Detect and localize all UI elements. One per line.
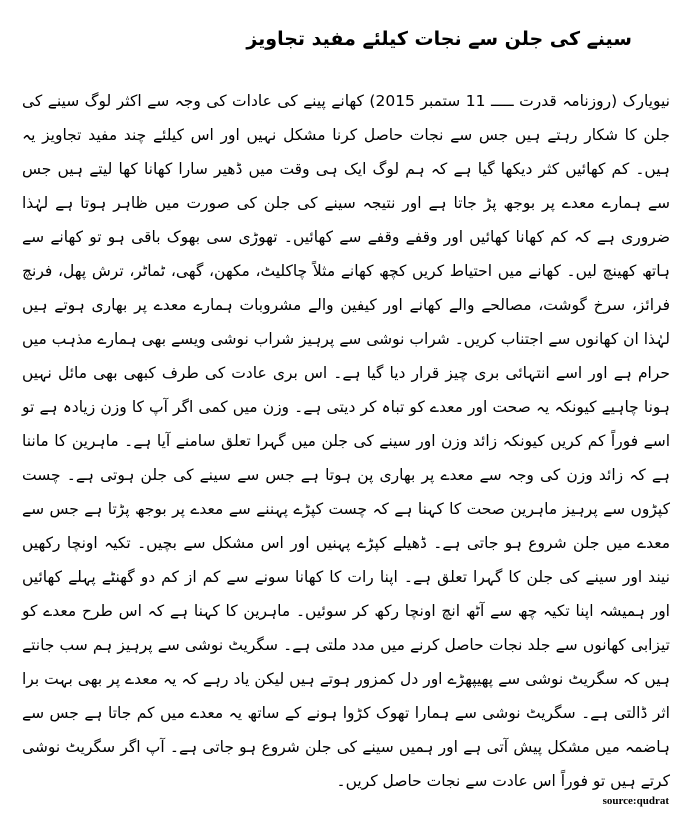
article-title: سینے کی جلن سے نجات کیلئے مفید تجاویز: [246, 28, 632, 50]
source-credit: source:qudrat: [602, 795, 669, 807]
article-body: نیویارک (روزنامہ قدرت ـــــ 11 ستمبر 2015) کھانے پینے کی عادات کی وجہ سے اکثر لوگ سینے کی جلن کا شکار رہتے ہیں جس سے نجات حاصل کرنا مشکل نہیں اور اس کیلئے چند مفید تجاویز یہ ہیں۔ کم کھائیں کثر دیکھا گیا ہے کہ ہم لوگ ایک ہی وقت میں ڈھیر سارا کھانا کھا لیتے ہیں جس سے ہمارے معدے پر بوجھ پڑ جاتا ہے اور نتیجہ سینے کی جلن کی صورت میں ظاہر ہوتا ہے لہٰذا ضروری ہے کہ کم کھانا کھائیں اور وقفے وقفے سے کھائیں۔ تھوڑی سی بھوک باقی ہو تو کھانے سے ہاتھ کھینچ لیں۔ کھانے میں احتیاط کریں کچھ کھانے مثلاً چاکلیٹ، مکھن، گھی، ٹماٹر، ترش پھل، فرنچ فرائز، سرخ گوشت، مصالحے والے کھانے اور کیفین والے مشروبات ہمارے معدے پر بھاری ہوتے ہیں لہٰذا ان کھانوں سے اجتناب کریں۔ شراب نوشی سے پرہیز شراب نوشی ویسے بھی ہمارے مذہب میں حرام ہے اور اسے انتہائی بری چیز قرار دیا گیا ہے۔ اس بری عادت کی طرف کبھی بھی مائل نہیں ہونا چاہیے کیونکہ یہ صحت اور معدے کو تباہ کر دیتی ہے۔ وزن میں کمی اگر آپ کا وزن زیادہ ہے تو اسے فوراً کم کریں کیونکہ زائد وزن اور سینے کی جلن میں گہرا تعلق سامنے آیا ہے۔ ماہرین کا ماننا ہے کہ زائد وزن کی وجہ سے معدے پر بھاری پن ہوتا ہے جس سے سینے کی جلن ہوتی ہے۔ چست کپڑوں سے پرہیز ماہرین صحت کا کہنا ہے کہ چست کپڑے پہننے سے معدے پر بوجھ پڑتا ہے جس سے معدے میں جلن شروع ہو جاتی ہے۔ ڈھیلے کپڑے پہنیں اور اس مشکل سے بچیں۔ تکیہ اونچا رکھیں نیند اور سینے کی جلن کا گہرا تعلق ہے۔ اپنا رات کا کھانا سونے سے کم از کم دو گھنٹے پہلے کھائیں اور ہمیشہ اپنا تکیہ چھ سے آٹھ انچ اونچا رکھ کر سوئیں۔ ماہرین کا کہنا ہے کہ اس طرح معدے کو تیزابی کھانوں سے جلد نجات حاصل کرنے میں مدد ملتی ہے۔ سگریٹ نوشی سے پرہیز ہم سب جانتے ہیں کہ سگریٹ نوشی سے پھیپھڑے اور دل کمزور ہوتے ہیں لیکن یاد رہے کہ یہ معدے پر بھی بہت برا اثر ڈالتی ہے۔ سگریٹ نوشی سے ہمارا تھوک کڑوا ہونے کے ساتھ یہ معدے میں کم جاتا ہے جس سے ہاضمہ میں مشکل پیش آتی ہے اور ہمیں سینے کی جلن شروع ہو جاتی ہے۔ آپ اگر سگریٹ نوشی کرتے ہیں تو فوراً اس عادت سے نجات حاصل کریں۔: [22, 92, 671, 790]
article: [22, 26, 670, 798]
